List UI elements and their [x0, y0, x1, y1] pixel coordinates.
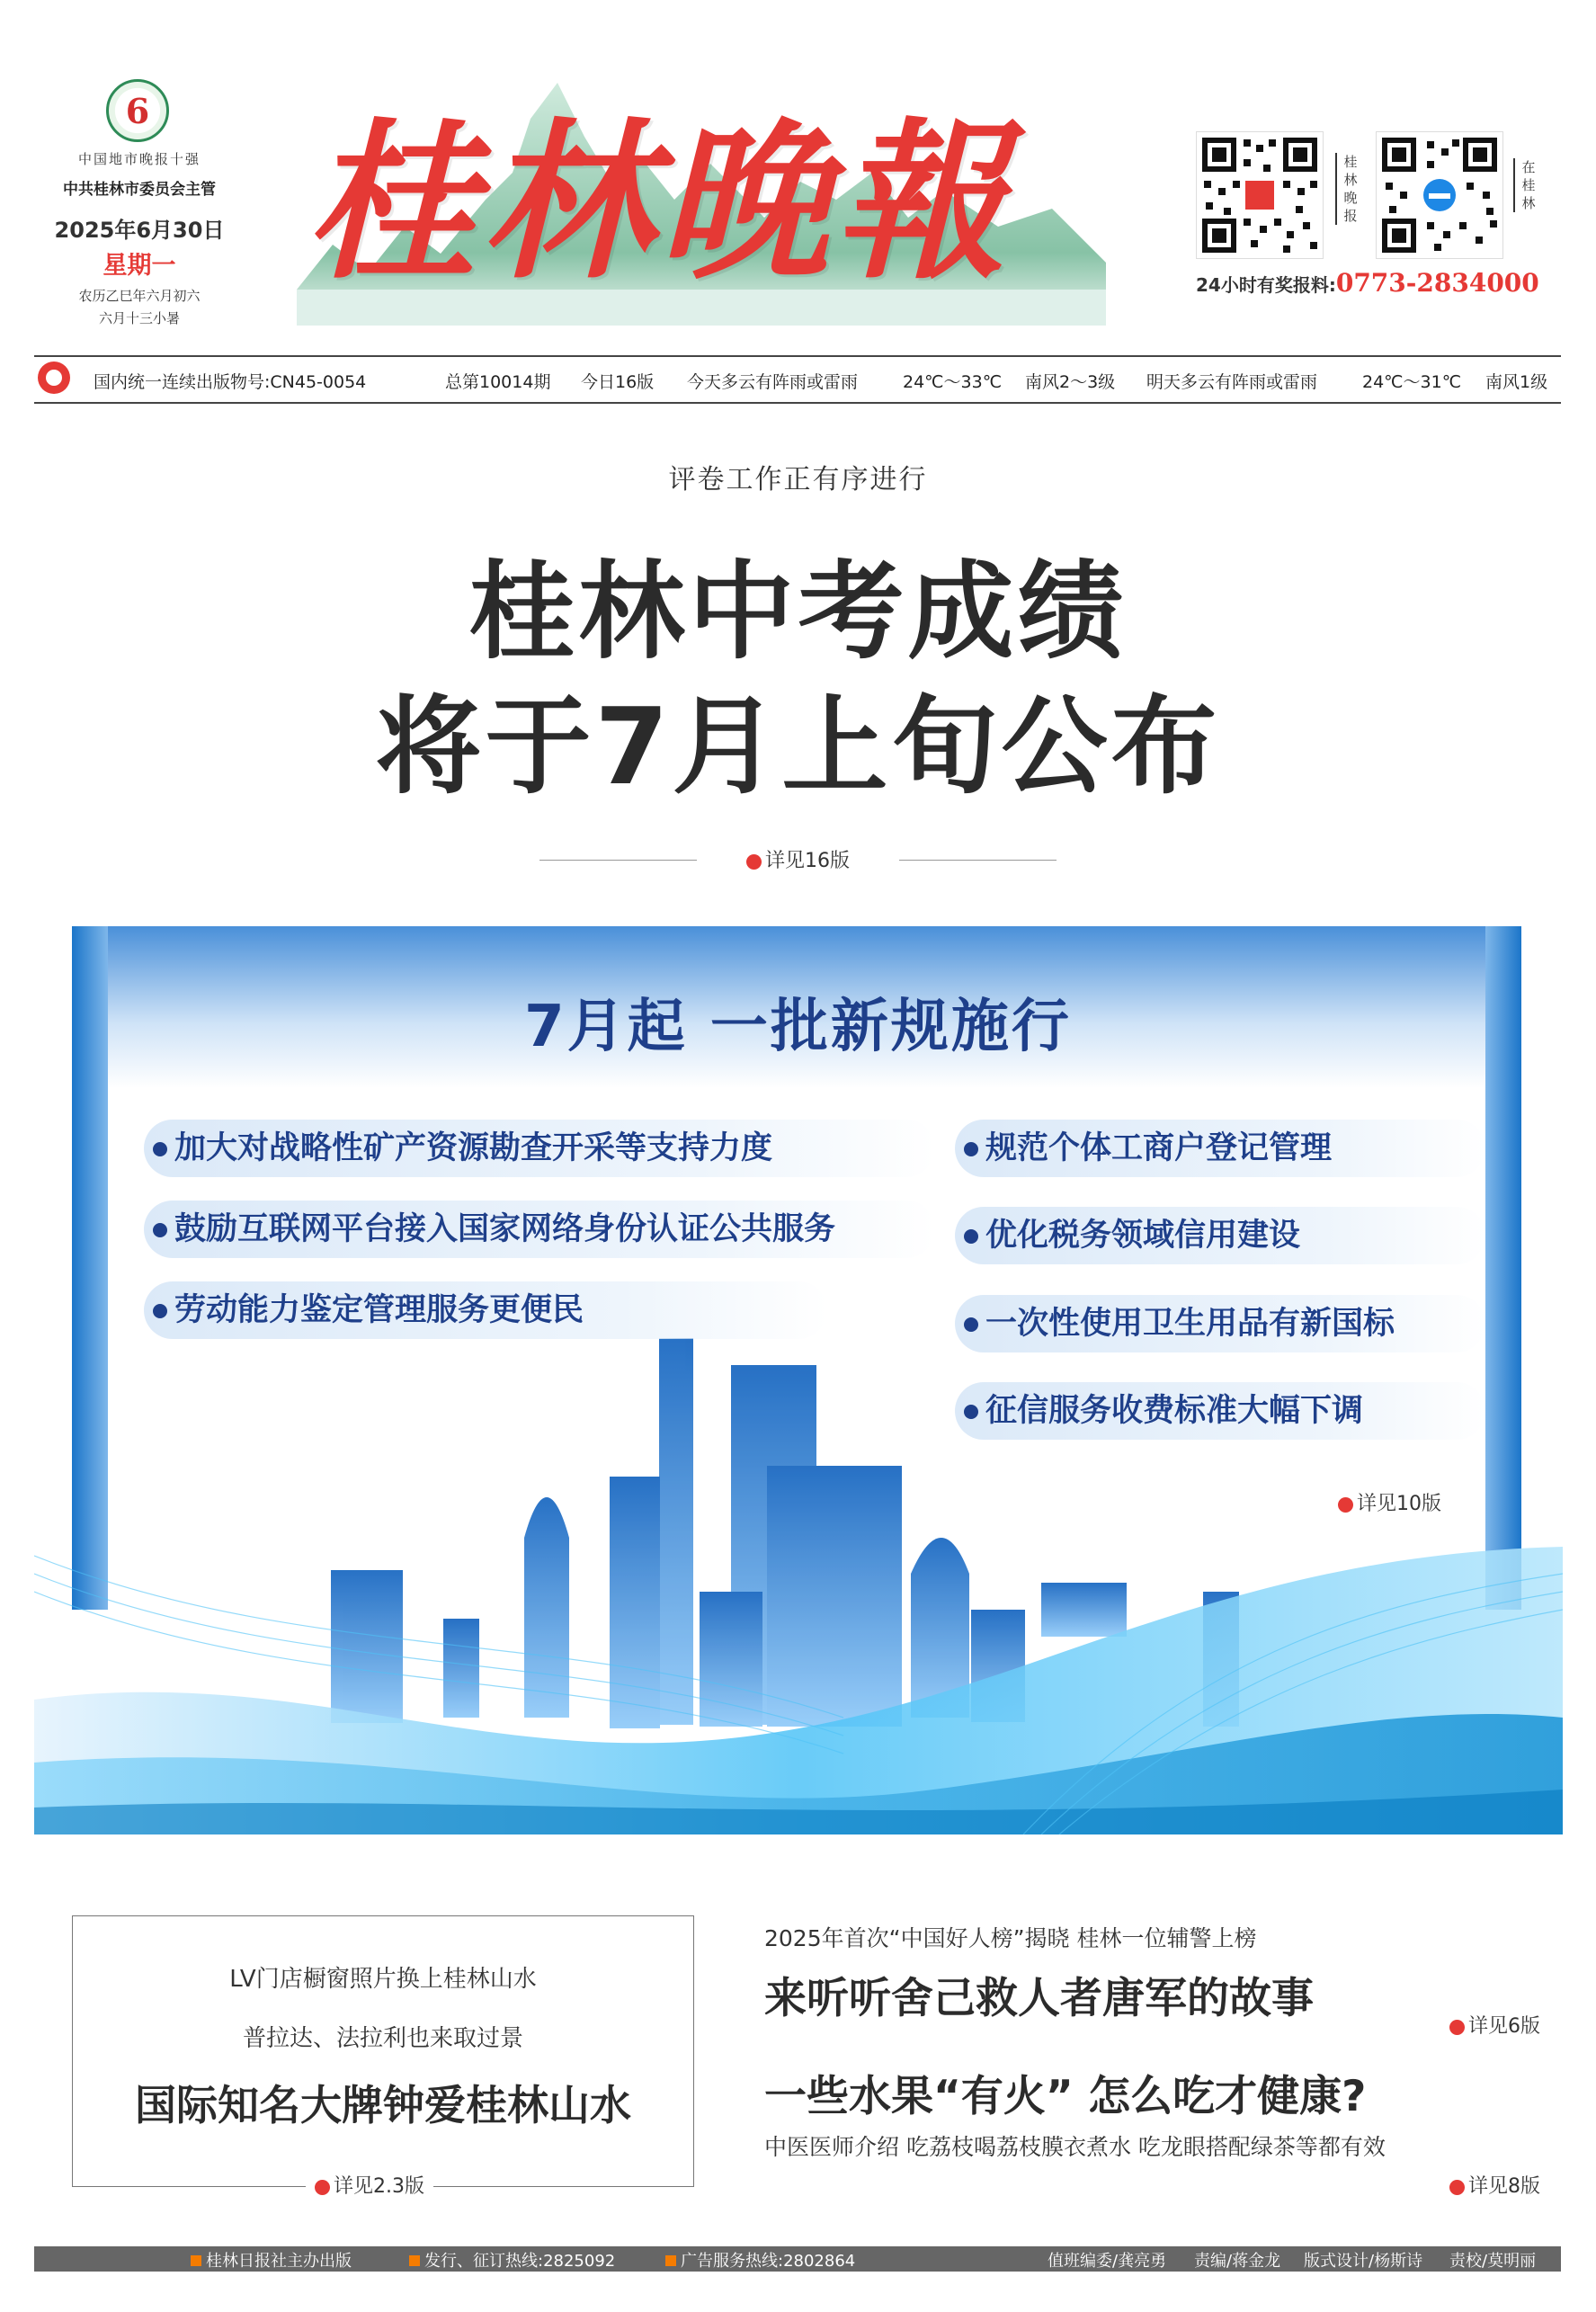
bullet-icon — [964, 1317, 978, 1332]
hotline-number: 0773-2834000 — [1335, 268, 1539, 298]
regulation-text: 一次性使用卫生用品有新国标 — [985, 1306, 1395, 1342]
footer-ads — [665, 2248, 855, 2272]
story-box-line-2: 普拉达、法拉利也来取过景 — [242, 2025, 523, 2052]
red-dot-icon — [315, 2180, 330, 2195]
page-count: 今日16版 — [581, 372, 655, 392]
bullet-icon — [964, 1142, 978, 1156]
footer-editor: 责编/蒋金龙 — [1194, 2252, 1281, 2271]
regulation-text: 鼓励互联网平台接入国家网络身份认证公共服务 — [174, 1211, 836, 1247]
supervisor: 中共桂林市委员会主管 — [63, 181, 216, 199]
see-page-label: 详见6版 — [1468, 2015, 1540, 2038]
regulation-item[interactable] — [955, 1295, 1485, 1352]
red-dot-icon — [1449, 2020, 1465, 2035]
today-wind: 南风2～3级 — [1025, 372, 1116, 392]
red-dot-icon — [1449, 2180, 1465, 2195]
regulation-item[interactable] — [955, 1207, 1485, 1264]
regulation-item[interactable] — [144, 1201, 935, 1258]
today-weather: 今天多云有阵雨或雷雨 — [687, 372, 859, 392]
qr1-label: 桂林晚报 — [1335, 153, 1362, 225]
motto: 中国地市晚报十强 — [77, 151, 201, 167]
see-page-label: 详见10版 — [1357, 1493, 1441, 1515]
footer-text: 发行、征订热线:2825092 — [424, 2252, 616, 2271]
headline-kicker: 评卷工作正有序进行 — [668, 464, 928, 495]
newspaper-title: 桂林晚報 — [306, 102, 1012, 302]
story-box-headline[interactable]: 国际知名大牌钟爱桂林山水 — [135, 2081, 631, 2129]
see-page-label: 详见2.3版 — [334, 2175, 424, 2198]
story1-kicker: 2025年首次“中国好人榜”揭晓 桂林一位辅警上榜 — [764, 1925, 1257, 1951]
qr-code-icon[interactable] — [1196, 131, 1324, 259]
regulation-item[interactable] — [955, 1382, 1485, 1440]
regulation-text: 征信服务收费标准大幅下调 — [985, 1393, 1364, 1429]
orange-square-icon — [191, 2255, 201, 2266]
footer-text: 广告服务热线:2802864 — [681, 2252, 856, 2271]
today-temperature: 24℃～33℃ — [903, 372, 1003, 392]
publisher-logo-icon — [38, 362, 70, 394]
regulation-text: 劳动能力鉴定管理服务更便民 — [174, 1292, 584, 1328]
qr-code-icon[interactable] — [1376, 131, 1503, 259]
see-page-label: 详见16版 — [765, 850, 850, 872]
red-dot-icon — [1338, 1497, 1353, 1513]
qr2-label: 在桂林 — [1513, 158, 1540, 212]
regulation-item[interactable] — [144, 1281, 827, 1339]
story1-see-page[interactable] — [1449, 2011, 1540, 2039]
footer-subscribe — [409, 2248, 615, 2272]
tomorrow-wind: 南风1级 — [1485, 372, 1548, 392]
newspaper-emblem: 6 — [106, 79, 169, 142]
bullet-icon — [964, 1405, 978, 1419]
story2-see-page[interactable] — [1449, 2171, 1540, 2199]
regulation-text: 规范个体工商户登记管理 — [985, 1130, 1333, 1166]
orange-square-icon — [665, 2255, 676, 2266]
story2-subtitle: 中医医师介绍 吃荔枝喝荔枝膜衣煮水 吃龙眼搭配绿茶等都有效 — [764, 2134, 1386, 2160]
tomorrow-weather: 明天多云有阵雨或雷雨 — [1146, 372, 1318, 392]
footer-design: 版式设计/杨斯诗 — [1304, 2252, 1423, 2271]
tomorrow-temperature: 24℃～31℃ — [1362, 372, 1462, 392]
solar-term: 六月十三小暑 — [98, 310, 180, 326]
footer-text: 桂林日报社主办出版 — [206, 2252, 352, 2271]
issn: 国内统一连续出版物号:CN45-0054 — [94, 372, 367, 392]
publication-date: 2025年6月30日 — [54, 218, 225, 243]
bullet-icon — [153, 1142, 167, 1156]
regulation-text: 加大对战略性矿产资源勘查开采等支持力度 — [174, 1130, 773, 1166]
regulation-item[interactable] — [955, 1120, 1485, 1177]
lunar-date: 农历乙巳年六月初六 — [78, 288, 201, 304]
feature-see-page[interactable] — [1338, 1488, 1441, 1516]
regulation-text: 优化税务领域信用建设 — [985, 1218, 1301, 1254]
tip-hotline[interactable] — [1196, 268, 1539, 298]
regulation-item[interactable] — [144, 1120, 935, 1177]
footer-editor-on-duty: 值班编委/龚亮勇 — [1048, 2252, 1167, 2271]
hotline-label: 24小时有奖报料: — [1196, 274, 1336, 296]
bullet-icon — [964, 1229, 978, 1244]
story-box-line-1: LV门店橱窗照片换上桂林山水 — [229, 1966, 537, 1993]
story1-headline[interactable]: 来听听舍己救人者唐军的故事 — [764, 1974, 1314, 2023]
issue-number: 总第10014期 — [445, 372, 551, 392]
orange-square-icon — [409, 2255, 420, 2266]
bullet-icon — [153, 1304, 167, 1318]
see-page-label: 详见8版 — [1468, 2175, 1540, 2198]
red-dot-icon — [746, 854, 762, 870]
bullet-icon — [153, 1223, 167, 1237]
footer-proof: 责校/莫明丽 — [1449, 2252, 1537, 2271]
headline-see-page[interactable] — [0, 845, 1596, 873]
feature-title[interactable]: 7月起 一批新规施行 — [524, 994, 1072, 1060]
story2-headline[interactable]: 一些水果“有火” 怎么吃才健康? — [764, 2072, 1367, 2121]
footer-publisher — [191, 2248, 352, 2272]
weekday: 星期一 — [103, 252, 176, 280]
story-box-see-page[interactable] — [306, 2171, 433, 2199]
headline-line-1[interactable]: 桂林中考成绩 — [468, 549, 1128, 674]
headline-line-2[interactable]: 将于7月上旬公布 — [375, 684, 1221, 808]
